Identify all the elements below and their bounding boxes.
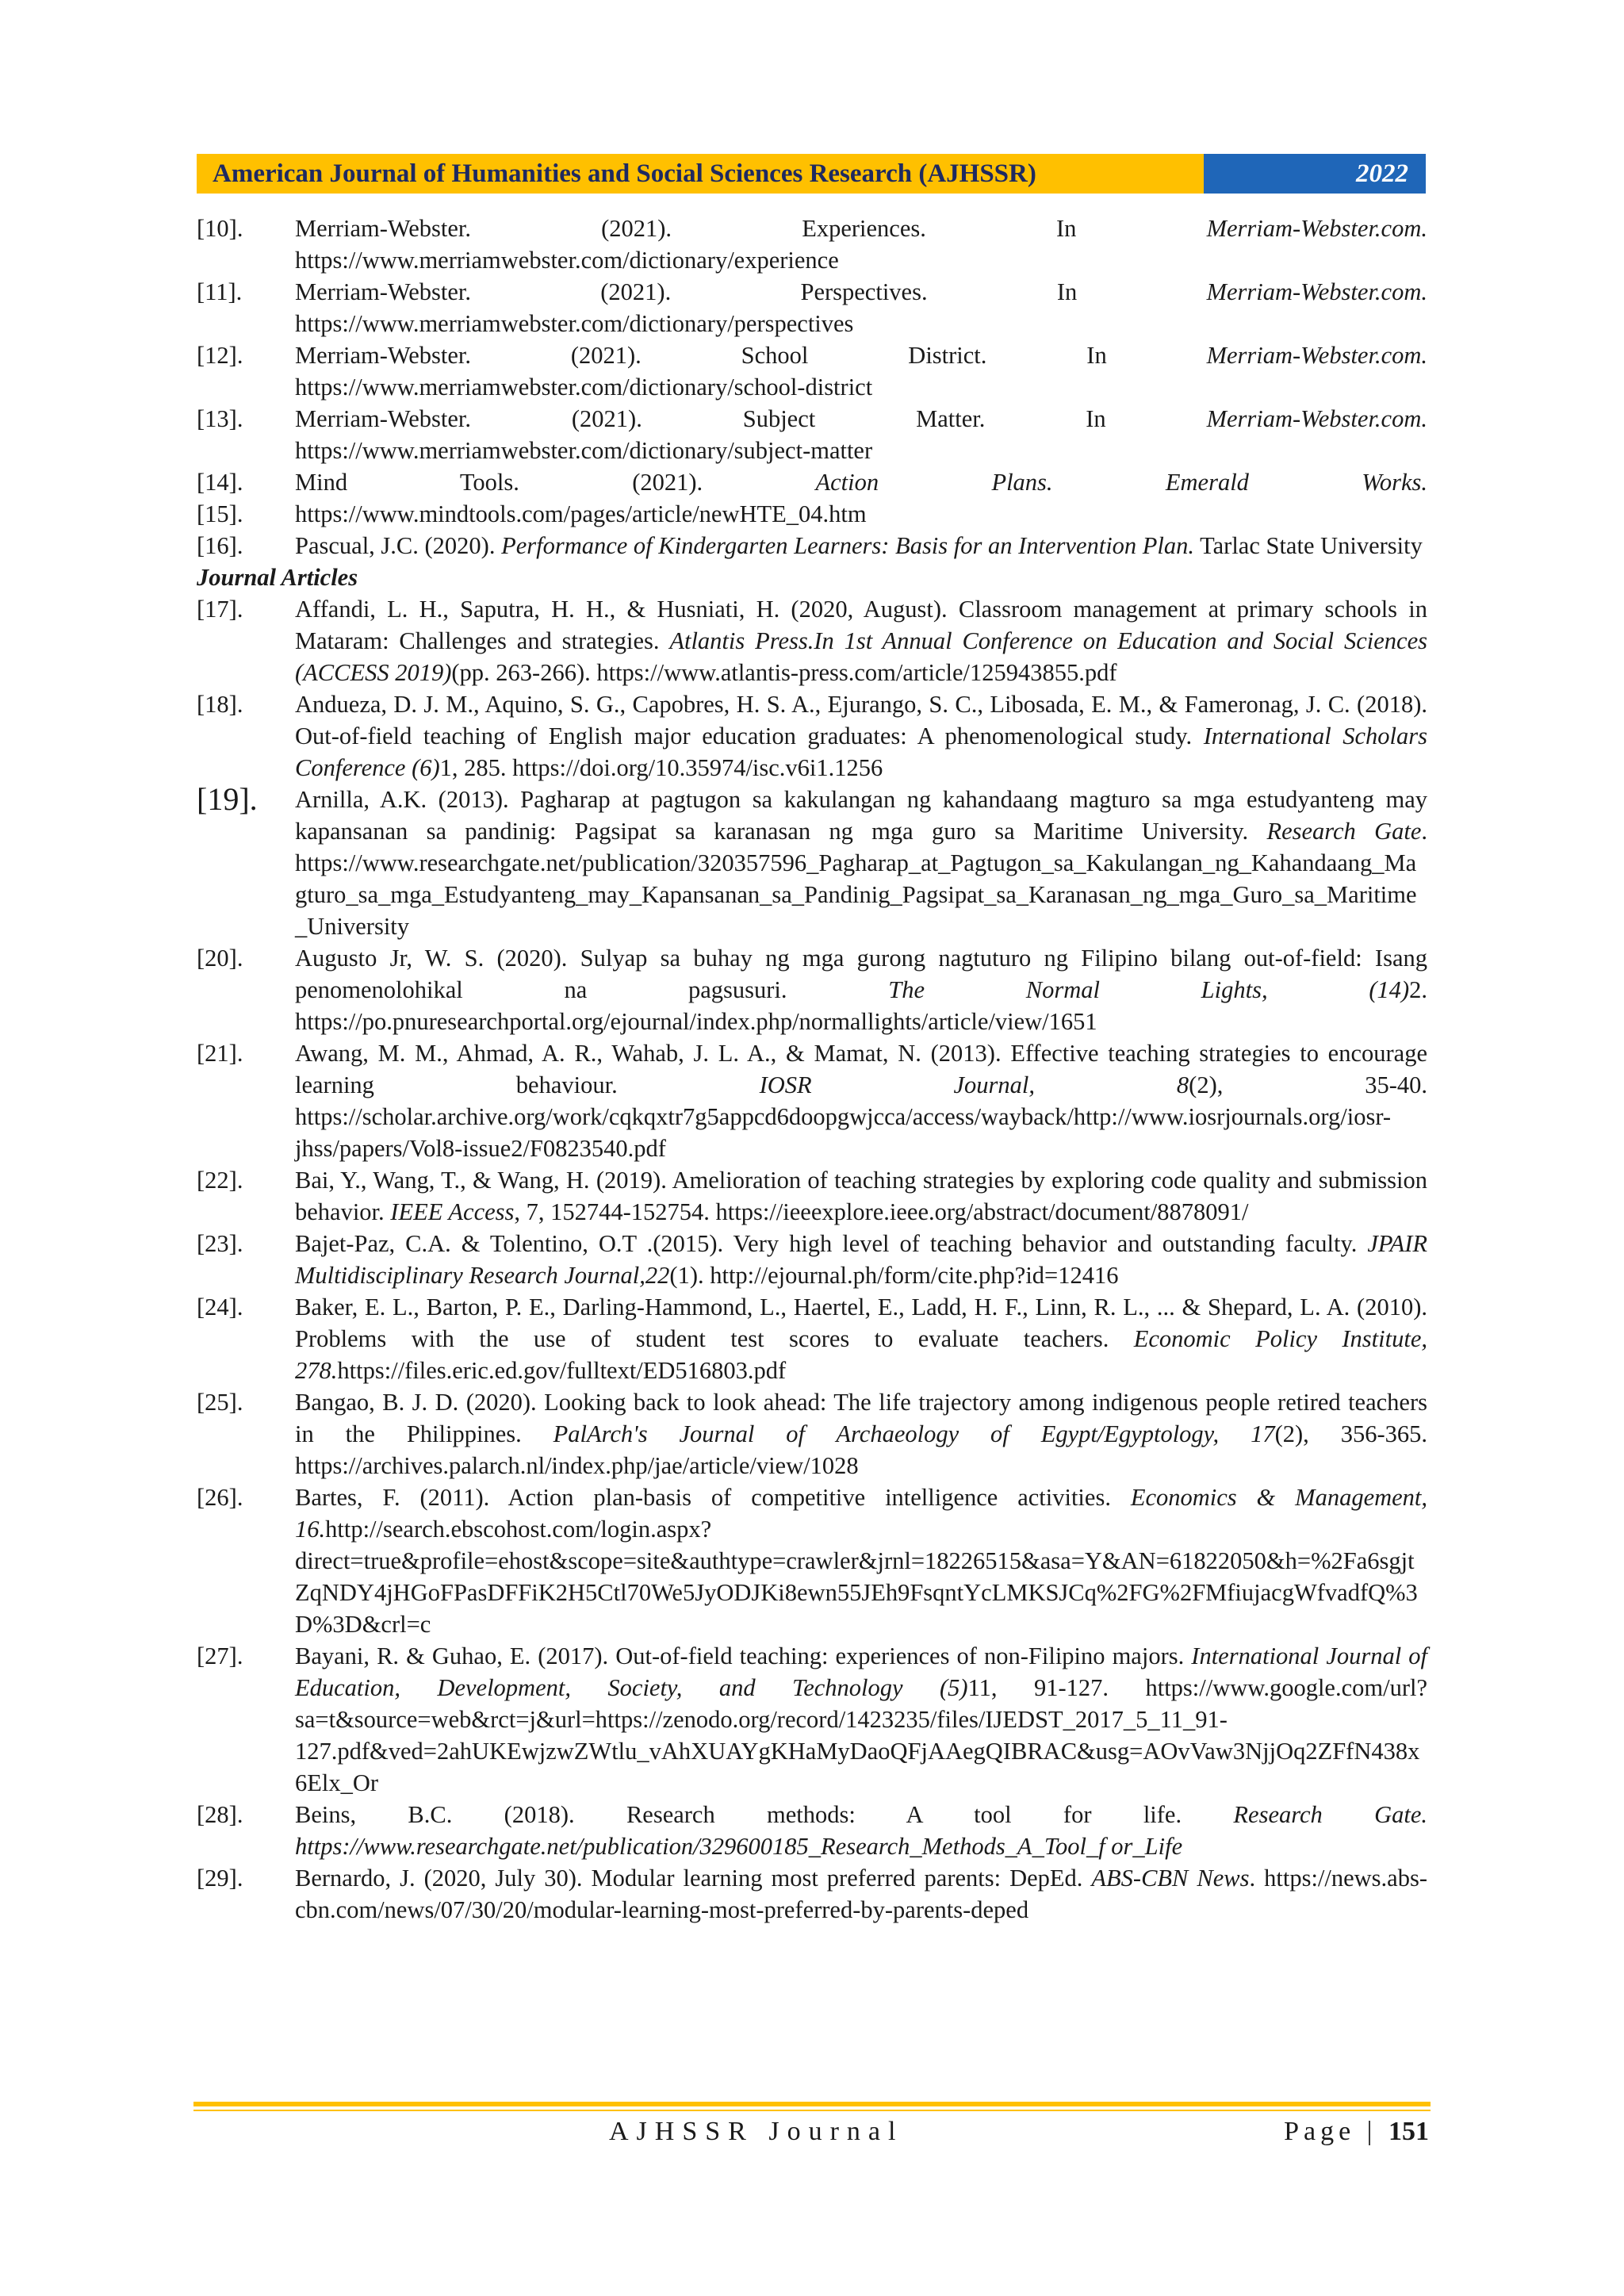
reference-item [197,1481,1427,1640]
reference-number: [28]. [197,1801,243,1828]
reference-number: [16]. [197,532,243,559]
reference-item [197,781,1428,942]
reference-text: Bartes, F. (2011). Action plan-basis of competitive intelligence activities. Economics & Management, 16.http://search.ebscohost.com/login.aspx?direct=true&profile=ehost&scope=site&authtype=crawler&jrnl=18226515&asa=Y&AN=61822050&h=%2Fa6sgjtZqNDY4jHGoFPasDFFiK2H5Ctl70We5JyODJKi8ewn55JEh9FsqntYcLMKSJCq%2FG%2FMfiujacgWfvadfQ%3D%3D&crl=c [295,1484,1428,1638]
reference-url: https://www.merriamwebster.com/dictionary/perspectives [295,310,854,337]
reference-text: Beins, B.C. (2018). Research methods: A tool for life. Research Gate. https://www.researchgate.net/publication/329600185_Research_Methods_A_Tool_f or_Life [295,1801,1428,1860]
reference-url: https://www.mindtools.com/pages/article/newHTE_04.htm [295,500,867,527]
reference-text: Bajet-Paz, C.A. & Tolentino, O.T .(2015). Very high level of teaching behavior and outstanding faculty. JPAIR Multidisciplinary Research Journal,22(1). http://ejournal.ph/form/cite.php?id=12416 [295,1230,1427,1289]
footer-journal-name: AJHSSR Journal [609,2117,904,2146]
reference-text: Bangao, B. J. D. (2020). Looking back to look ahead: The life trajectory among indigenous people retired teachers in the Philippines. PalArch's Journal of Archaeology of Egypt/Egyptology, 17(2), 356-365. https://archives.palarch.nl/index.php/jae/article/view/1028 [295,1389,1427,1479]
journal-articles-list [197,593,1427,1926]
reference-text: Andueza, D. J. M., Aquino, S. G., Capobres, H. S. A., Ejurango, S. C., Libosada, E. M., & Fameronag, J. C. (2018). Out-of-field teaching of English major education graduates: A phenomenological study. International Scholars Conference (6)1, 285. https://doi.org/10.35974/isc.v6i1.1256 [295,691,1427,781]
reference-item [197,1037,1427,1164]
footer-rule [193,2102,1431,2106]
journal-title: American Journal of Humanities and Social Sciences Research (AJHSSR) [197,154,1204,194]
page-label: Page | [1284,2117,1377,2146]
reference-item [197,1386,1427,1481]
reference-item [197,276,1427,339]
reference-item [197,942,1427,1037]
reference-number: [17]. [197,596,243,623]
reference-item [197,339,1427,403]
footer-page [1284,2114,1429,2149]
reference-item [197,466,1427,498]
reference-number: [29]. [197,1865,243,1892]
reference-line: Merriam-Webster. (2021). Perspectives. In Merriam-Webster.com. [295,278,1427,305]
reference-text: Awang, M. M., Ahmad, A. R., Wahab, J. L. A., & Mamat, N. (2013). Effective teaching strategies to encourage learning behaviour. IOSR Journal, 8(2), 35-40. https://scholar.archive.org/work/cqkqxtr7g5appcd6doopgwjcca/access/wayback/http://www.iosrjournals.org/iosr-jhss/papers/Vol8-issue2/F0823540.pdf [295,1040,1427,1162]
reference-number: [24]. [197,1294,243,1320]
reference-text: Augusto Jr, W. S. (2020). Sulyap sa buhay ng mga gurong nagtuturo ng Filipino bilang out-of-field: Isang penomenolohikal na pagsusuri. The Normal Lights, (14)2. https://po.pnuresearchportal.org/ejournal/index.php/normallights/article/view/1651 [295,945,1428,1035]
footer-rule [193,2110,1431,2111]
reference-number: [10]. [197,215,243,242]
reference-number: [21]. [197,1040,243,1067]
reference-url: https://www.merriamwebster.com/dictionary/experience [295,247,839,274]
reference-line: Merriam-Webster. (2021). School District. In Merriam-Webster.com. [295,342,1428,369]
reference-number: [11]. [197,278,243,305]
reference-text: Bai, Y., Wang, T., & Wang, H. (2019). Amelioration of teaching strategies by exploring code quality and submission behavior. IEEE Access, 7, 152744-152754. https://ieeexplore.ieee.org/abstract/document/8878091/ [295,1167,1427,1225]
reference-item [197,213,1427,276]
reference-text: Affandi, L. H., Saputra, H. H., & Husniati, H. (2020, August). Classroom management at primary schools in Mataram: Challenges and strategies. Atlantis Press.In 1st Annual Conference on Education and Social Sciences (ACCESS 2019)(pp. 263-266). https://www.atlantis-press.com/article/125943855.pdf [295,596,1427,686]
reference-number: [14]. [197,469,243,496]
reference-item [197,688,1427,784]
reference-number: [26]. [197,1484,243,1511]
reference-number: [27]. [197,1642,243,1669]
reference-item [197,1799,1427,1862]
reference-number: [12]. [197,342,243,369]
reference-line: Merriam-Webster. (2021). Experiences. In Merriam-Webster.com. [295,215,1427,242]
reference-item [197,403,1427,466]
reference-number: [25]. [197,1389,243,1416]
page-number: 151 [1388,2117,1429,2146]
reference-item [197,1862,1427,1926]
reference-number: [13]. [197,405,243,432]
reference-url: https://www.merriamwebster.com/dictionary/subject-matter [295,437,873,464]
reference-number: [18]. [197,691,243,718]
reference-number: [23]. [197,1230,243,1257]
reference-number: [19]. [197,781,258,817]
reference-item [197,1291,1427,1386]
reference-line: Mind Tools. (2021). Action Plans. Emerald Works. [295,469,1428,496]
section-heading: Journal Articles [197,564,358,591]
reference-item [197,498,1427,530]
reference-text: Bayani, R. & Guhao, E. (2017). Out-of-field teaching: experiences of non-Filipino majors. International Journal of Education, Development, Society, and Technology (5)11, 91-127. https://www.google.com/url?sa=t&source=web&rct=j&url=https://zenodo.org/record/1423235/files/IJEDST_2017_5_11_91-127.pdf&ved=2ahUKEwjzwZWtlu_vAhXUAYgKHaMyDaoQFjAAegQIBRAC&usg=AOvVaw3NjjOq2ZFfN438x6Elx_Or [295,1642,1427,1796]
reference-url: https://www.merriamwebster.com/dictionary/school-district [295,374,873,401]
reference-item [197,1164,1427,1228]
publication-year: 2022 [1204,154,1426,194]
reference-text: Baker, E. L., Barton, P. E., Darling-Hammond, L., Haertel, E., Ladd, H. F., Linn, R. L., ... & Shepard, L. A. (2010). Problems with the use of student test scores to evaluate teachers. Economic Policy Institute, 278.https://files.eric.ed.gov/fulltext/ED516803.pdf [295,1294,1427,1384]
reference-line: Merriam-Webster. (2021). Subject Matter. In Merriam-Webster.com. [295,405,1427,432]
reference-text: Arnilla, A.K. (2013). Pagharap at pagtugon sa kakulangan ng kahandaang magturo sa mga estudyanteng may kapansanan sa pandinig: Pagsipat sa karanasan ng mga guro sa Maritime University. Research Gate. https://www.researchgate.net/publication/320357596_Pagharap_at_Pagtugon_sa_Kakulangan_ng_Kahandaang_Magturo_sa_mga_Estudyanteng_may_Kapansanan_sa_Pandinig_Pagsipat_sa_Karanasan_ng_mga_Guro_sa_Maritime_University [295,786,1428,940]
reference-number: [15]. [197,500,243,527]
reference-list [197,213,1427,1926]
reference-item [197,1640,1427,1799]
reference-number: [20]. [197,945,243,972]
reference-item [197,593,1427,688]
reference-item: [16]. Pascual, J.C. (2020). Performance of Kindergarten Learners: Basis for an Intervention Plan. Tarlac State University [197,530,1427,562]
reference-number: [22]. [197,1167,243,1194]
reference-item [197,1228,1427,1291]
journal-header-bar [197,154,1426,194]
reference-text: Bernardo, J. (2020, July 30). Modular learning most preferred parents: DepEd. ABS-CBN News. https://news.abs-cbn.com/news/07/30/20/modular-learning-most-preferred-by-parents-deped [295,1865,1427,1923]
